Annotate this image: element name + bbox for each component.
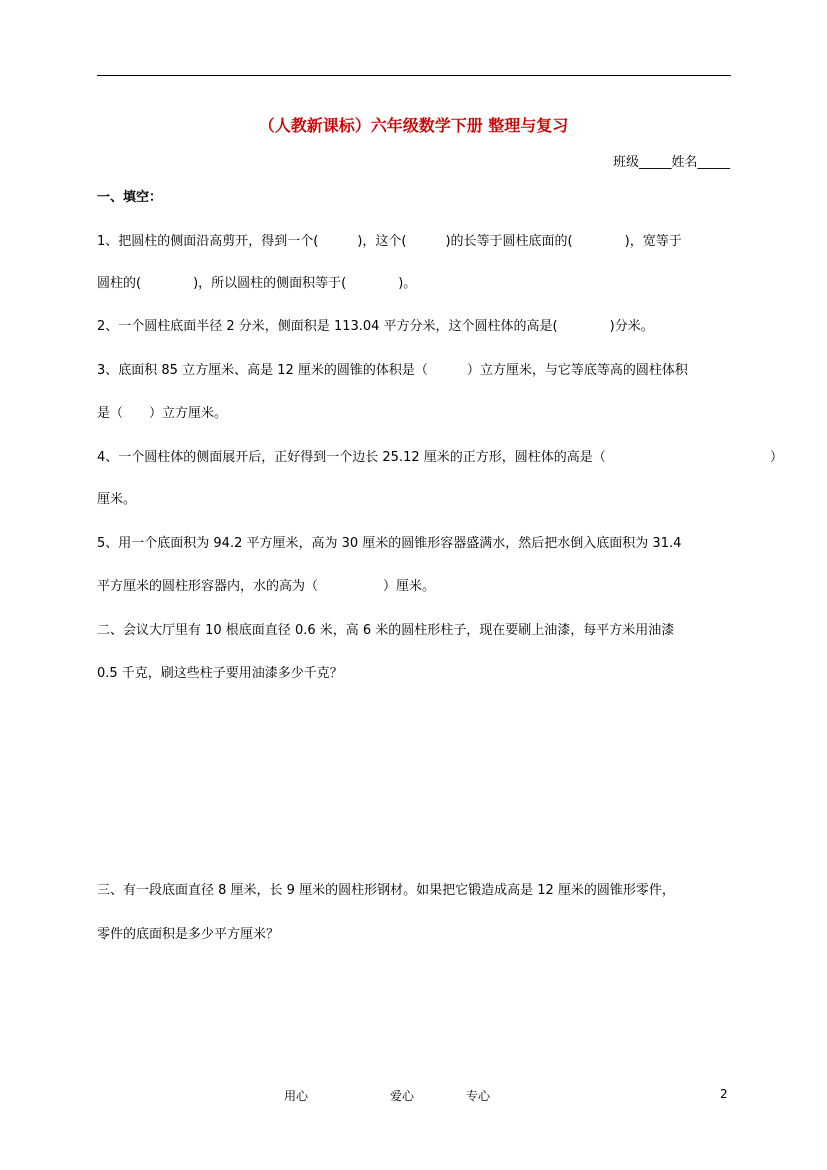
section3-line2: 零件的底面积是多少平方厘米？	[97, 927, 280, 942]
footer-item-3: 专心	[466, 1089, 491, 1103]
question4-close-paren: ）	[770, 450, 784, 465]
question1-line2: 圆柱的( )，所以圆柱的侧面积等于( )。	[97, 276, 417, 291]
document-title: （人教新课标）六年级数学下册 整理与复习	[258, 116, 569, 135]
question3-line1: 3、底面积 85 立方厘米、高是 12 厘米的圆锥的体积是（ ）立方厘米，与它等底等高的圆柱体积	[97, 363, 688, 378]
question3-line2: 是（ ）立方厘米。	[97, 406, 228, 421]
question2-line1: 2、一个圆柱底面半径 2 分米，侧面积是 113.04 平方分米，这个圆柱体的高是( )分米。	[97, 319, 654, 334]
section3-line1: 三、有一段底面直径 8 厘米，长 9 厘米的圆柱形钢材。如果把它锻造成高是 12 厘米的圆锥形零件，	[97, 883, 675, 898]
question5-line2: 平方厘米的圆柱形容器内，水的高为（ ）厘米。	[97, 579, 436, 594]
footer-item-2: 爱心	[390, 1089, 415, 1103]
question4-line2: 厘米。	[97, 492, 137, 507]
section2-line1: 二、会议大厅里有 10 根底面直径 0.6 米，高 6 米的圆柱形柱子，现在要刷上油漆，每平方米用油漆	[97, 623, 675, 638]
page-number: 2	[720, 1087, 728, 1101]
footer-item-1: 用心	[284, 1089, 309, 1103]
question1-line1: 1、把圆柱的侧面沿高剪开，得到一个( )，这个( )的长等于圆柱底面的( )，宽等于	[97, 234, 682, 249]
section1-heading: 一、填空：	[97, 190, 163, 205]
question4-line1: 4、一个圆柱体的侧面展开后，正好得到一个边长 25.12 厘米的正方形，圆柱体的高是（	[97, 450, 606, 465]
section2-line2: 0.5 千克，刷这些柱子要用油漆多少千克？	[97, 666, 343, 681]
question5-line1: 5、用一个底面积为 94.2 平方厘米，高为 30 厘米的圆锥形容器盛满水，然后把水倒入底面积为 31.4	[97, 536, 682, 551]
header-rule	[97, 75, 731, 76]
class-name-line: 班级_____姓名_____	[612, 155, 730, 170]
